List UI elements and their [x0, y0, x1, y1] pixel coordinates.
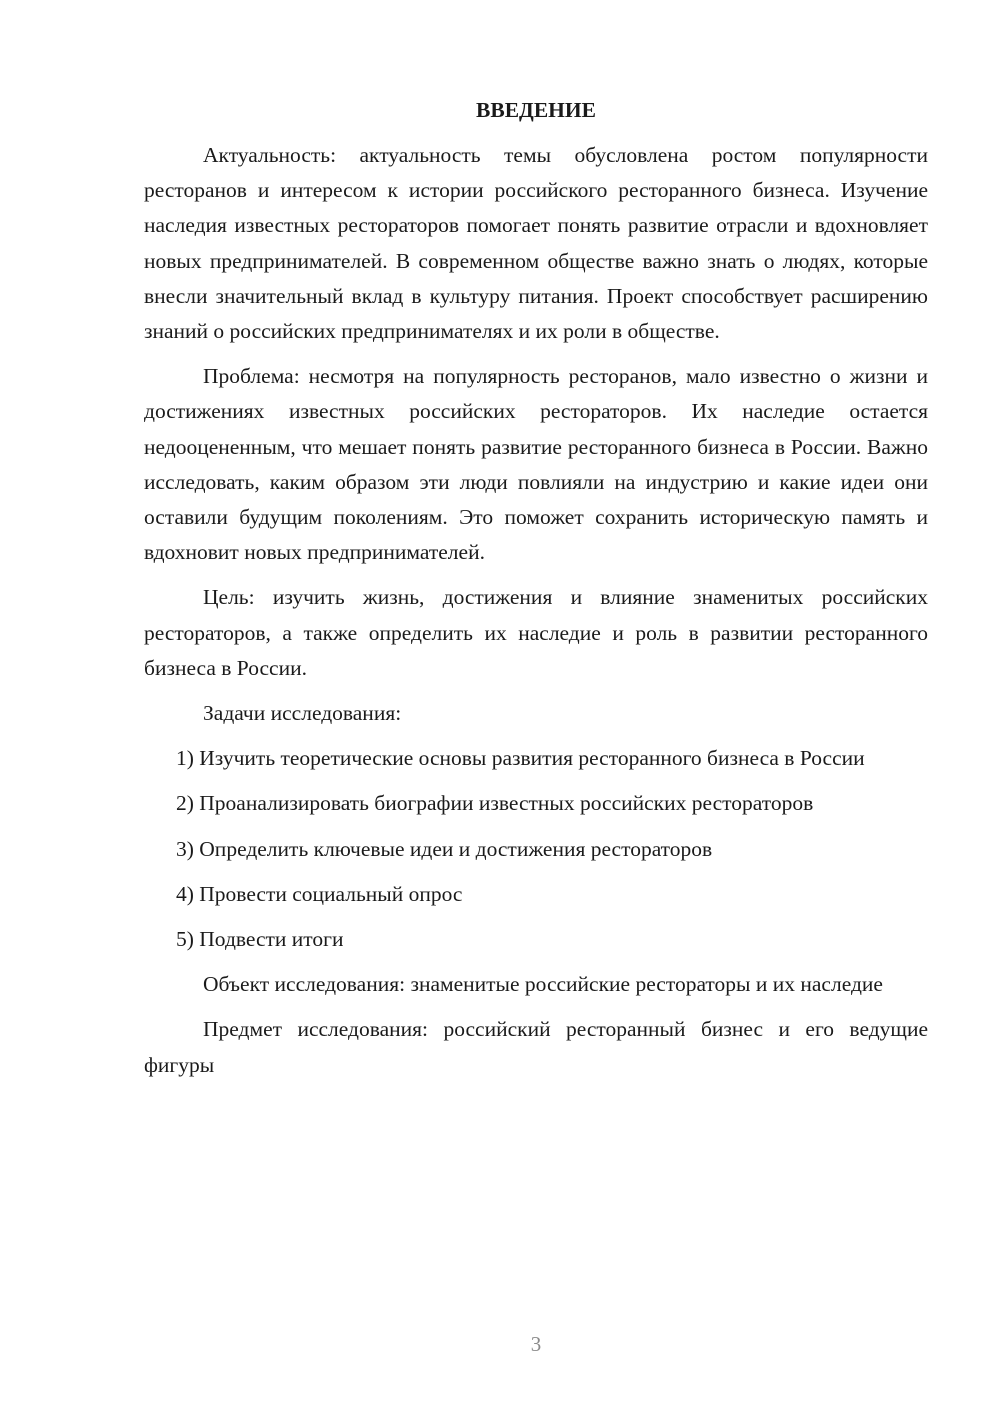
page-number: 3: [530, 1332, 542, 1356]
document-page: [144, 92, 928, 1093]
task-item: 4) Провести социальный опрос: [176, 881, 463, 906]
goal-paragraph: Цель: изучить жизнь, достижения и влияние знаменитых российских рестораторов, а также определить их наследие и роль в развитии ресторанного бизнеса в России.: [144, 585, 928, 680]
problem-paragraph: Проблема: несмотря на популярность ресторанов, мало известно о жизни и достижениях известных российских рестораторов. Их наследие остается недооцененным, что мешает понять развитие ресторанного бизнеса в России. Важно исследовать, каким образом эти люди повлияли на индустрию и какие идеи они оставили будущим поколениям. Это поможет сохранить историческую память и вдохновит новых предпринимателей.: [144, 364, 928, 565]
object-paragraph: Объект исследования: знаменитые российские рестораторы и их наследие: [203, 972, 883, 997]
task-item: 3) Определить ключевые идеи и достижения рестораторов: [176, 836, 713, 861]
section-title: ВВЕДЕНИЕ: [476, 98, 596, 122]
relevance-paragraph: Актуальность: актуальность темы обусловлена ростом популярности ресторанов и интересом к истории российского ресторанного бизнеса. Изучение наследия известных рестораторов помогает понять развитие отрасли и вдохновляет новых предпринимателей. В современном обществе важно знать о людях, которые внесли значительный вклад в культуру питания. Проект способствует расширению знаний о российских предпринимателях и их роли в обществе.: [144, 143, 928, 344]
task-item: 5) Подвести итоги: [176, 927, 344, 952]
tasks-heading: Задачи исследования:: [203, 701, 402, 726]
task-item: 2) Проанализировать биографии известных российских рестораторов: [176, 791, 814, 816]
tasks-list: [144, 741, 928, 957]
subject-paragraph: Предмет исследования: российский ресторанный бизнес и его ведущие фигуры: [144, 1017, 928, 1077]
task-item: 1) Изучить теоретические основы развития ресторанного бизнеса в России: [176, 746, 865, 771]
